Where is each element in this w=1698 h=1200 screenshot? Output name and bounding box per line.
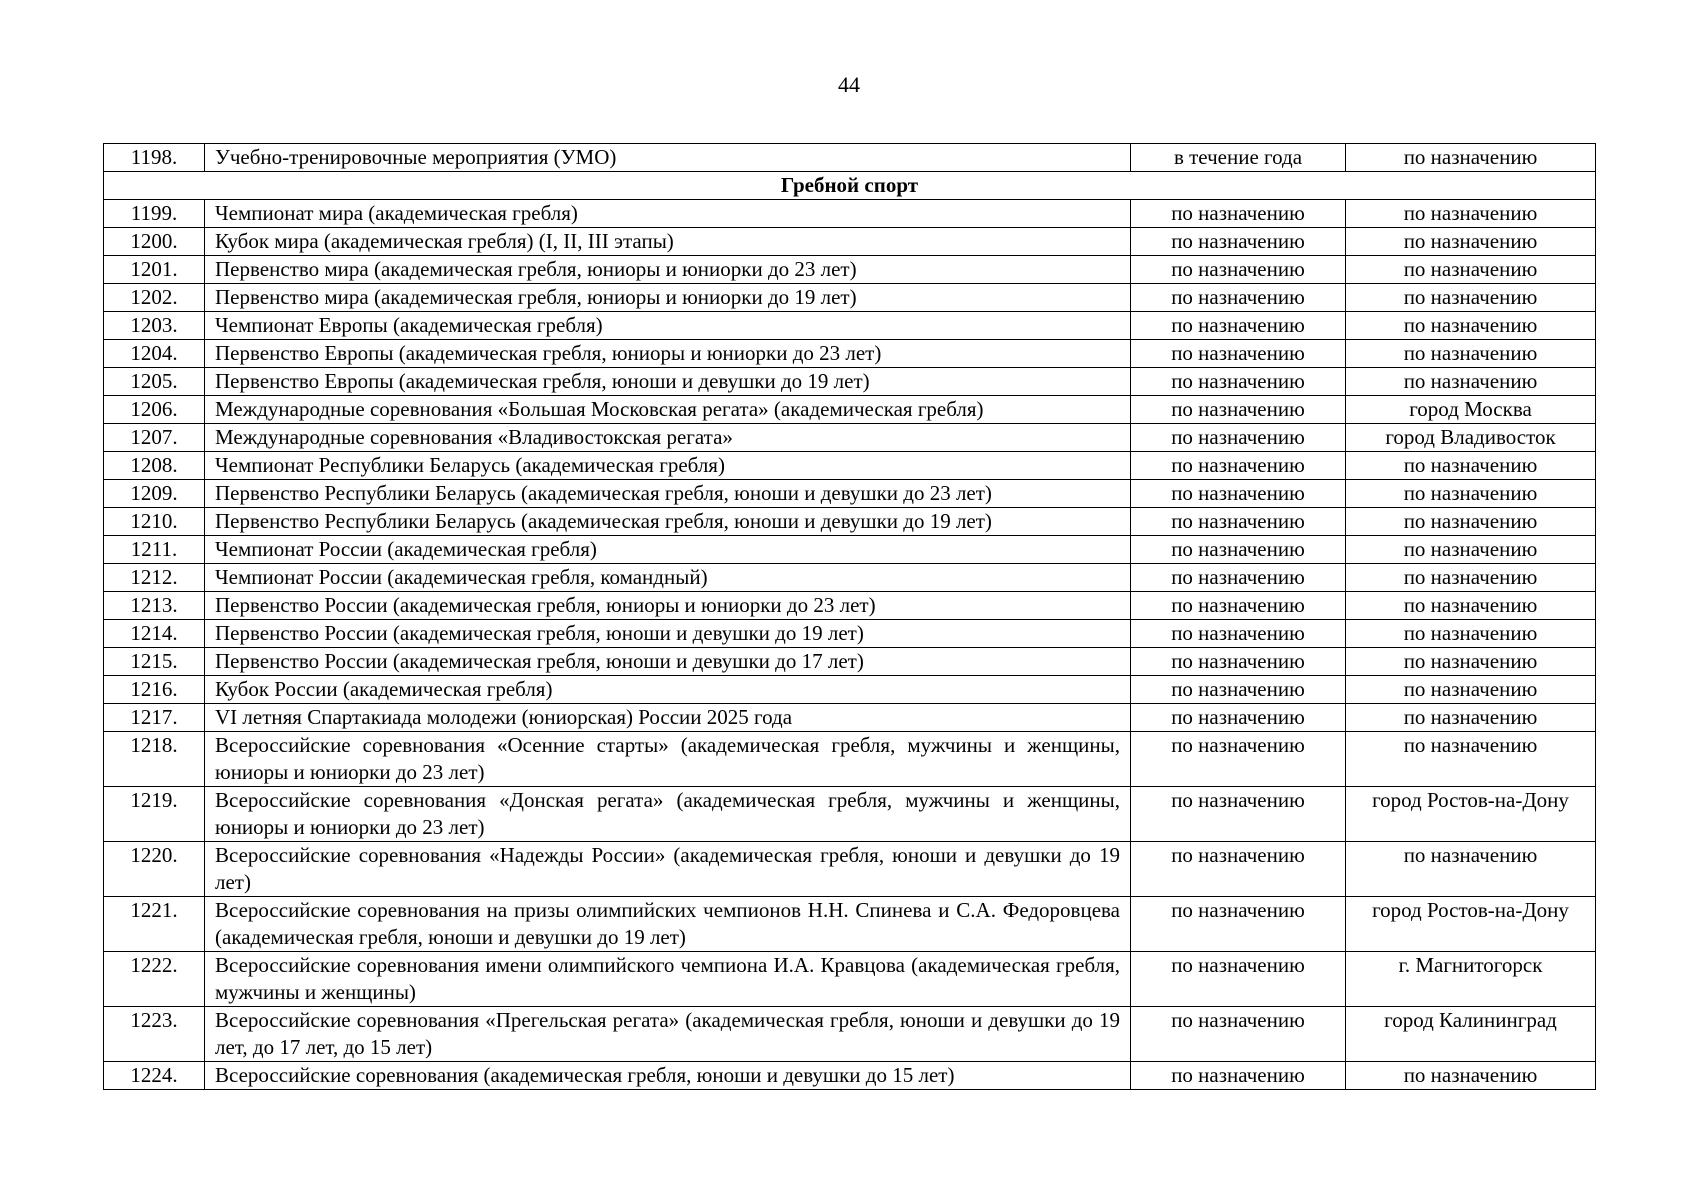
event-place: город Владивосток xyxy=(1346,424,1596,452)
event-name: Чемпионат Европы (академическая гребля) xyxy=(205,312,1131,340)
row-number: 1210. xyxy=(104,508,205,536)
event-date: по назначению xyxy=(1131,452,1346,480)
event-name: Всероссийские соревнования имени олимпийского чемпиона И.А. Кравцова (академическая гребля, мужчины и женщины) xyxy=(205,952,1131,1007)
event-name: Всероссийские соревнования «Прегельская регата» (академическая гребля, юноши и девушки до 19 лет, до 17 лет, до 15 лет) xyxy=(205,1007,1131,1062)
event-place: по назначению xyxy=(1346,732,1596,787)
event-date: по назначению xyxy=(1131,508,1346,536)
row-number: 1201. xyxy=(104,256,205,284)
event-name: Первенство мира (академическая гребля, юниоры и юниорки до 19 лет) xyxy=(205,284,1131,312)
row-number: 1206. xyxy=(104,396,205,424)
event-date: в течение года xyxy=(1131,144,1346,172)
event-date: по назначению xyxy=(1131,787,1346,842)
row-number: 1208. xyxy=(104,452,205,480)
event-date: по назначению xyxy=(1131,704,1346,732)
event-date: по назначению xyxy=(1131,897,1346,952)
row-number: 1199. xyxy=(104,200,205,228)
event-name: Кубок России (академическая гребля) xyxy=(205,676,1131,704)
row-number: 1207. xyxy=(104,424,205,452)
event-date: по назначению xyxy=(1131,648,1346,676)
event-name: Чемпионат мира (академическая гребля) xyxy=(205,200,1131,228)
event-name: Чемпионат России (академическая гребля, командный) xyxy=(205,564,1131,592)
event-date: по назначению xyxy=(1131,256,1346,284)
event-date: по назначению xyxy=(1131,312,1346,340)
event-place: по назначению xyxy=(1346,620,1596,648)
row-number: 1223. xyxy=(104,1007,205,1062)
event-name: Кубок мира (академическая гребля) (I, II, III этапы) xyxy=(205,228,1131,256)
event-place: по назначению xyxy=(1346,704,1596,732)
table-row xyxy=(104,842,1596,897)
event-place: по назначению xyxy=(1346,368,1596,396)
table-row xyxy=(104,704,1596,732)
table-row xyxy=(104,897,1596,952)
section-row xyxy=(104,172,1596,200)
event-name: Учебно-тренировочные мероприятия (УМО) xyxy=(205,144,1131,172)
event-place: город Ростов-на-Дону xyxy=(1346,787,1596,842)
event-date: по назначению xyxy=(1131,340,1346,368)
event-name: Первенство Европы (академическая гребля, юноши и девушки до 19 лет) xyxy=(205,368,1131,396)
row-number: 1218. xyxy=(104,732,205,787)
event-name: VI летняя Спартакиада молодежи (юниорская) России 2025 года xyxy=(205,704,1131,732)
table-row xyxy=(104,228,1596,256)
event-name: Первенство России (академическая гребля, юноши и девушки до 19 лет) xyxy=(205,620,1131,648)
event-place: по назначению xyxy=(1346,144,1596,172)
table-row xyxy=(104,564,1596,592)
row-number: 1200. xyxy=(104,228,205,256)
event-name: Чемпионат Республики Беларусь (академическая гребля) xyxy=(205,452,1131,480)
row-number: 1211. xyxy=(104,536,205,564)
event-name: Первенство России (академическая гребля, юноши и девушки до 17 лет) xyxy=(205,648,1131,676)
event-place: по назначению xyxy=(1346,508,1596,536)
table-row xyxy=(104,592,1596,620)
table-row xyxy=(104,787,1596,842)
event-place: по назначению xyxy=(1346,592,1596,620)
event-place: город Калининград xyxy=(1346,1007,1596,1062)
event-date: по назначению xyxy=(1131,396,1346,424)
row-number: 1214. xyxy=(104,620,205,648)
table-row xyxy=(104,452,1596,480)
event-name: Всероссийские соревнования «Надежды России» (академическая гребля, юноши и девушки до 19 лет) xyxy=(205,842,1131,897)
event-place: по назначению xyxy=(1346,648,1596,676)
row-number: 1217. xyxy=(104,704,205,732)
event-date: по назначению xyxy=(1131,1062,1346,1090)
table-row xyxy=(104,340,1596,368)
events-table-body xyxy=(104,144,1596,1090)
event-name: Чемпионат России (академическая гребля) xyxy=(205,536,1131,564)
event-name: Первенство России (академическая гребля, юниоры и юниорки до 23 лет) xyxy=(205,592,1131,620)
event-date: по назначению xyxy=(1131,842,1346,897)
event-place: по назначению xyxy=(1346,228,1596,256)
row-number: 1203. xyxy=(104,312,205,340)
event-date: по назначению xyxy=(1131,952,1346,1007)
table-row xyxy=(104,676,1596,704)
event-date: по назначению xyxy=(1131,228,1346,256)
table-row xyxy=(104,648,1596,676)
events-table xyxy=(103,143,1596,1090)
event-name: Первенство мира (академическая гребля, юниоры и юниорки до 23 лет) xyxy=(205,256,1131,284)
table-row xyxy=(104,424,1596,452)
row-number: 1213. xyxy=(104,592,205,620)
event-date: по назначению xyxy=(1131,564,1346,592)
event-date: по назначению xyxy=(1131,592,1346,620)
event-name: Первенство Республики Беларусь (академическая гребля, юноши и девушки до 23 лет) xyxy=(205,480,1131,508)
table-row xyxy=(104,1062,1596,1090)
event-date: по назначению xyxy=(1131,200,1346,228)
event-name: Всероссийские соревнования «Донская регата» (академическая гребля, мужчины и женщины, юниоры и юниорки до 23 лет) xyxy=(205,787,1131,842)
event-place: по назначению xyxy=(1346,256,1596,284)
event-name: Первенство Европы (академическая гребля, юниоры и юниорки до 23 лет) xyxy=(205,340,1131,368)
table-row xyxy=(104,536,1596,564)
row-number: 1222. xyxy=(104,952,205,1007)
table-row xyxy=(104,508,1596,536)
row-number: 1212. xyxy=(104,564,205,592)
event-name: Международные соревнования «Большая Московская регата» (академическая гребля) xyxy=(205,396,1131,424)
table-row xyxy=(104,256,1596,284)
event-place: по назначению xyxy=(1346,676,1596,704)
event-date: по назначению xyxy=(1131,676,1346,704)
table-row xyxy=(104,368,1596,396)
event-place: по назначению xyxy=(1346,1062,1596,1090)
row-number: 1205. xyxy=(104,368,205,396)
table-row xyxy=(104,396,1596,424)
event-place: по назначению xyxy=(1346,452,1596,480)
row-number: 1204. xyxy=(104,340,205,368)
event-place: по назначению xyxy=(1346,340,1596,368)
event-place: город Москва xyxy=(1346,396,1596,424)
event-place: по назначению xyxy=(1346,536,1596,564)
event-place: по назначению xyxy=(1346,312,1596,340)
table-row xyxy=(104,620,1596,648)
event-place: город Ростов-на-Дону xyxy=(1346,897,1596,952)
row-number: 1209. xyxy=(104,480,205,508)
table-row xyxy=(104,200,1596,228)
row-number: 1215. xyxy=(104,648,205,676)
table-row xyxy=(104,952,1596,1007)
event-place: по назначению xyxy=(1346,200,1596,228)
event-date: по назначению xyxy=(1131,732,1346,787)
event-name: Всероссийские соревнования на призы олимпийских чемпионов Н.Н. Спинева и С.А. Федоровцева (академическая гребля, юноши и девушки до 19 лет) xyxy=(205,897,1131,952)
event-place: по назначению xyxy=(1346,842,1596,897)
table-row xyxy=(104,1007,1596,1062)
row-number: 1221. xyxy=(104,897,205,952)
row-number: 1220. xyxy=(104,842,205,897)
table-row xyxy=(104,480,1596,508)
page-number: 44 xyxy=(838,72,860,97)
event-date: по назначению xyxy=(1131,536,1346,564)
event-name: Всероссийские соревнования «Осенние старты» (академическая гребля, мужчины и женщины, юниоры и юниорки до 23 лет) xyxy=(205,732,1131,787)
event-date: по назначению xyxy=(1131,284,1346,312)
event-date: по назначению xyxy=(1131,424,1346,452)
table-row xyxy=(104,284,1596,312)
row-number: 1202. xyxy=(104,284,205,312)
event-date: по назначению xyxy=(1131,620,1346,648)
event-name: Первенство Республики Беларусь (академическая гребля, юноши и девушки до 19 лет) xyxy=(205,508,1131,536)
event-date: по назначению xyxy=(1131,1007,1346,1062)
row-number: 1224. xyxy=(104,1062,205,1090)
event-date: по назначению xyxy=(1131,368,1346,396)
event-place: по назначению xyxy=(1346,480,1596,508)
event-place: г. Магнитогорск xyxy=(1346,952,1596,1007)
row-number: 1219. xyxy=(104,787,205,842)
table-row xyxy=(104,732,1596,787)
event-place: по назначению xyxy=(1346,564,1596,592)
event-date: по назначению xyxy=(1131,480,1346,508)
row-number: 1198. xyxy=(104,144,205,172)
table-row xyxy=(104,144,1596,172)
event-name: Международные соревнования «Владивостокская регата» xyxy=(205,424,1131,452)
row-number: 1216. xyxy=(104,676,205,704)
table-row xyxy=(104,312,1596,340)
event-place: по назначению xyxy=(1346,284,1596,312)
section-title: Гребной спорт xyxy=(104,172,1596,200)
event-name: Всероссийские соревнования (академическая гребля, юноши и девушки до 15 лет) xyxy=(205,1062,1131,1090)
